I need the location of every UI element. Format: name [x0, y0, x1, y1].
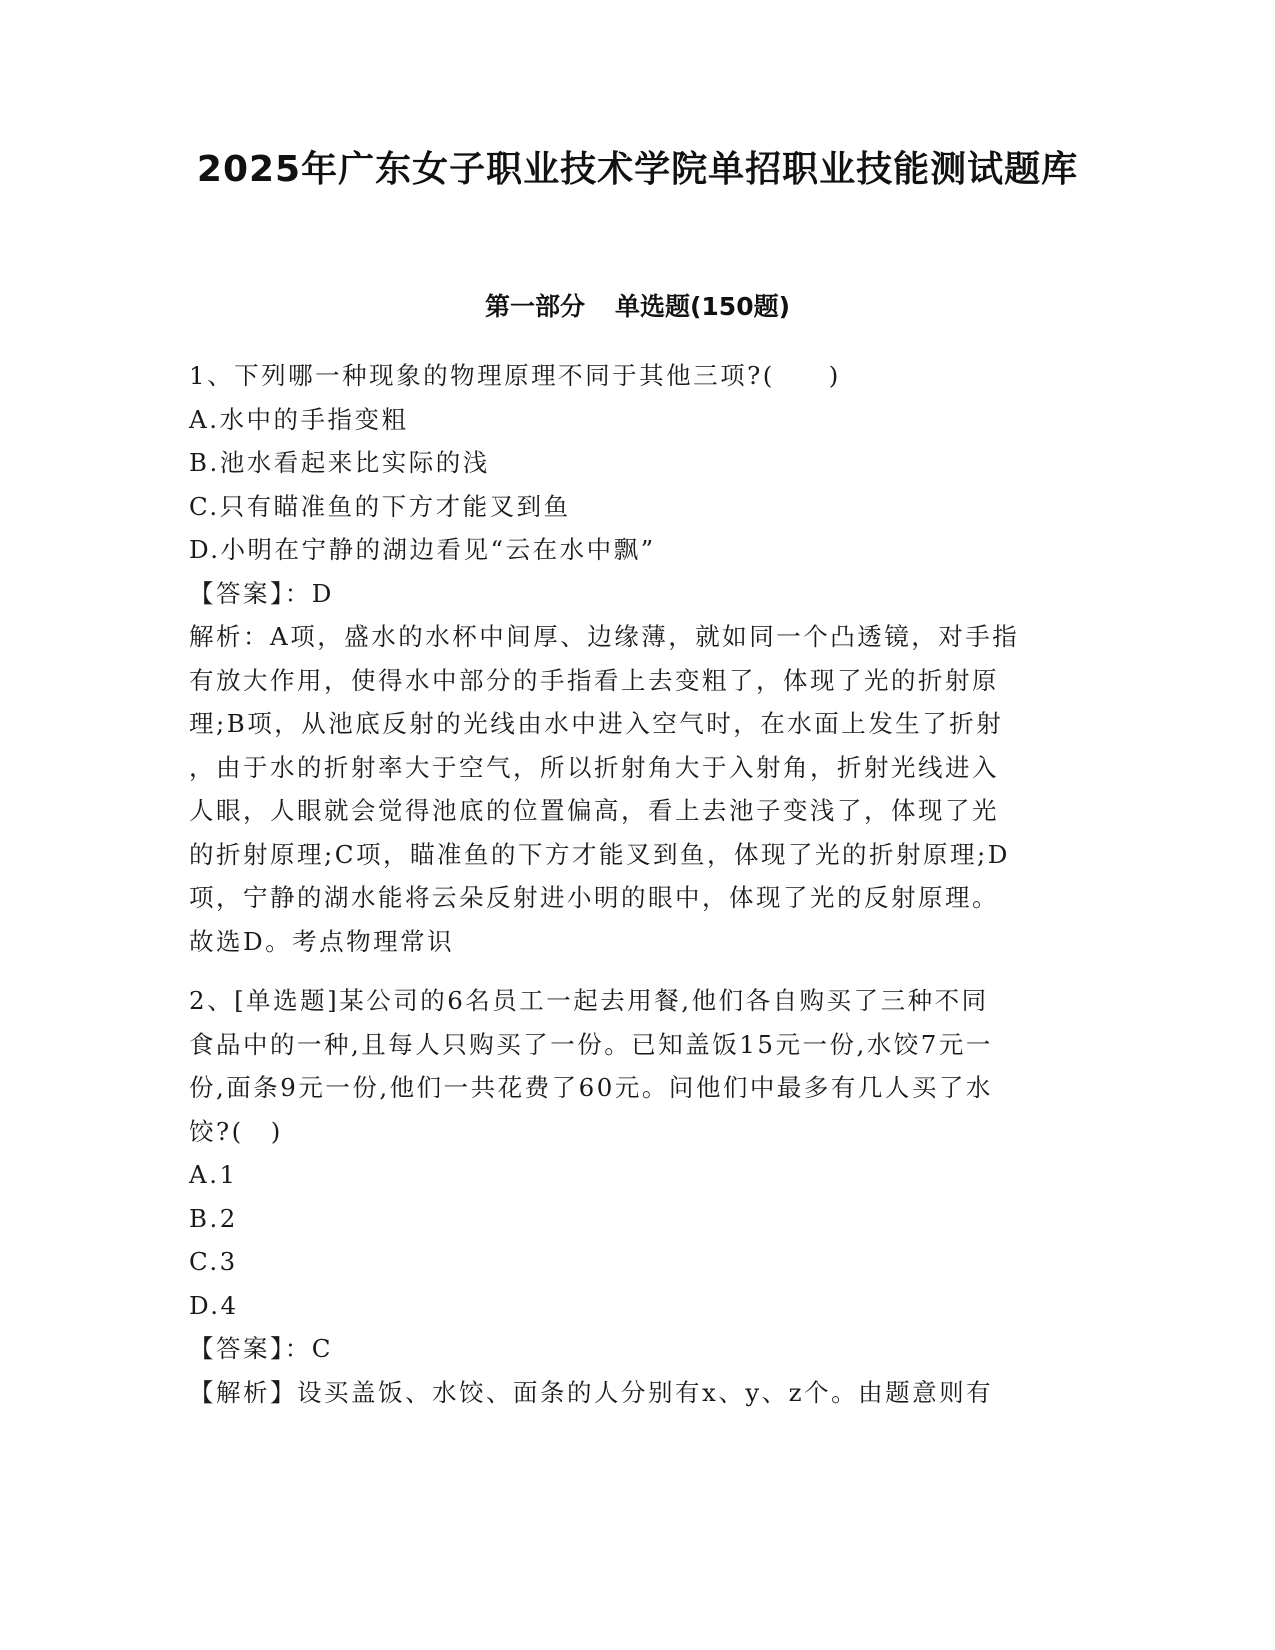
section-part: 第一部分 [484, 292, 585, 321]
analysis-line: 有放大作用，使得水中部分的手指看上去变粗了，体现了光的折射原 [189, 665, 999, 695]
analysis-line: 解析：A项，盛水的水杯中间厚、边缘薄，就如同一个凸透镜，对手指 [189, 622, 1020, 651]
analysis-line: 人眼，人眼就会觉得池底的位置偏高，看上去池子变浅了，体现了光 [189, 796, 999, 825]
question-stem: 食品中的一种,且每人只购买了一份。已知盖饭15元一份,水饺7元一 [189, 1029, 993, 1059]
option-a: A.水中的手指变粗 [189, 404, 409, 434]
analysis-line: 【解析】设买盖饭、水饺、面条的人分别有x、y、z个。由题意则有 [189, 1377, 994, 1407]
document-title: 2025年广东女子职业技术学院单招职业技能测试题库 [196, 149, 1079, 190]
analysis-line: 项，宁静的湖水能将云朵反射进小明的眼中，体现了光的反射原理。 [189, 883, 999, 912]
question-stem: 1、下列哪一种现象的物理原理不同于其他三项?( ) [189, 361, 841, 390]
option-c: C.3 [189, 1247, 238, 1276]
option-d: D.4 [189, 1290, 239, 1320]
option-b: B.2 [189, 1203, 238, 1233]
option-b: B.池水看起来比实际的浅 [189, 448, 490, 477]
question-item [189, 979, 1089, 1414]
section-name: 单选题(150题) [614, 292, 791, 321]
option-c: C.只有瞄准鱼的下方才能叉到鱼 [189, 491, 571, 521]
option-a: A.1 [189, 1160, 238, 1189]
option-d: D.小明在宁静的湖边看见“云在水中飘” [189, 535, 656, 564]
answer-line: 【答案】：C [189, 1334, 333, 1363]
answer-line: 【答案】：D [189, 578, 334, 608]
question-separator [189, 963, 1089, 979]
question-stem: 饺?( ) [189, 1116, 283, 1146]
question-stem: 份,面条9元一份,他们一共花费了60元。问他们中最多有几人买了水 [189, 1073, 993, 1102]
analysis-line: ，由于水的折射率大于空气，所以折射角大于入射角，折射光线进入 [189, 752, 999, 782]
question-item [189, 354, 1089, 963]
analysis-line: 理;B项，从池底反射的光线由水中进入空气时，在水面上发生了折射 [189, 709, 1004, 738]
analysis-line: 的折射原理;C项，瞄准鱼的下方才能叉到鱼，体现了光的折射原理;D [189, 839, 1010, 869]
analysis-line: 故选D。考点物理常识 [189, 926, 455, 956]
section-heading [0, 291, 1275, 323]
question-stem: 2、[单选题]某公司的6名员工一起去用餐,他们各自购买了三种不同 [189, 986, 989, 1015]
question-list [189, 354, 1089, 1414]
